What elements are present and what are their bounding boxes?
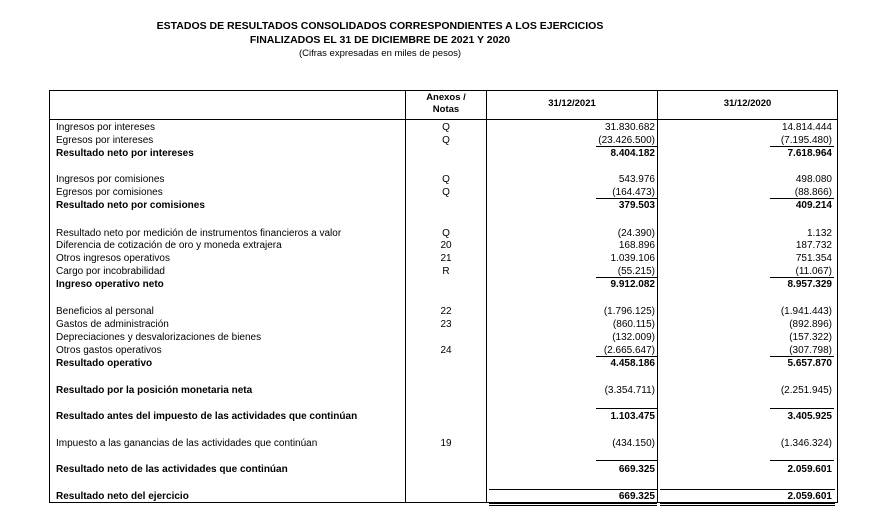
total-double-rule bbox=[489, 503, 657, 504]
total-double-rule bbox=[489, 505, 657, 506]
table-row-subtotal: Resultado neto por comisiones 379.503 409.214 bbox=[56, 200, 832, 211]
table-row: Impuesto a las ganancias de las actividades que continúan 19 (434.150) (1.346.324) bbox=[56, 438, 832, 449]
table-row-total: Resultado por la posición monetaria neta (3.354.711) (2.251.945) bbox=[56, 385, 832, 396]
subtotal-rule bbox=[596, 460, 657, 461]
table-row: Depreciaciones y desvalorizaciones de bienes (132.009) (157.322) bbox=[56, 332, 832, 343]
report-title-line2: FINALIZADOS EL 31 DE DICIEMBRE DE 2021 Y 2020 bbox=[249, 34, 511, 46]
table-row: Egresos por comisiones Q (164.473) (88.866) bbox=[56, 187, 832, 198]
table-row-subtotal: Ingreso operativo neto 9.912.082 8.957.329 bbox=[56, 279, 832, 290]
total-double-rule bbox=[660, 503, 835, 504]
table-row: Gastos de administración 23 (860.115) (892.896) bbox=[56, 319, 832, 330]
table-row: Cargo por incobrabilidad R (55.215) (11.067) bbox=[56, 266, 832, 277]
notes-column-header: Anexos / Notas bbox=[426, 92, 466, 115]
table-row-grand-total: Resultado neto del ejercicio 669.325 2.059.601 bbox=[56, 491, 832, 502]
subtotal-rule bbox=[770, 460, 834, 461]
table-row-total: Resultado antes del impuesto de las actividades que continúan 1.103.475 3.405.925 bbox=[56, 411, 832, 422]
year-2021-header: 31/12/2021 bbox=[548, 98, 596, 109]
report-title-line1: ESTADOS DE RESULTADOS CONSOLIDADOS CORRESPONDIENTES A LOS EJERCICIOS bbox=[156, 20, 604, 32]
table-row-subtotal: Resultado operativo 4.458.186 5.657.870 bbox=[56, 358, 832, 369]
table-row-total: Resultado neto de las actividades que continúan 669.325 2.059.601 bbox=[56, 464, 832, 475]
table-row: Egresos por intereses Q (23.426.500) (7.195.480) bbox=[56, 135, 832, 146]
header-divider bbox=[49, 119, 838, 120]
year-2020-header: 31/12/2020 bbox=[723, 98, 772, 109]
subtotal-rule bbox=[596, 408, 657, 409]
table-row: Diferencia de cotización de oro y moneda extrajera 20 168.896 187.732 bbox=[56, 240, 832, 251]
report-subtitle: (Cifras expresadas en miles de pesos) bbox=[298, 48, 462, 59]
table-row-subtotal: Resultado neto por intereses 8.404.182 7.618.964 bbox=[56, 148, 832, 159]
total-double-rule bbox=[660, 505, 835, 506]
table-row: Ingresos por comisiones Q 543.976 498.080 bbox=[56, 174, 832, 185]
table-row: Resultado neto por medición de instrumentos financieros a valor Q (24.390) 1.132 bbox=[56, 228, 832, 239]
table-row: Beneficios al personal 22 (1.796.125) (1.941.443) bbox=[56, 306, 832, 317]
table-row: Otros ingresos operativos 21 1.039.106 751.354 bbox=[56, 253, 832, 264]
subtotal-rule bbox=[770, 408, 834, 409]
table-row: Ingresos por intereses Q 31.830.682 14.814.444 bbox=[56, 122, 832, 133]
table-row: Otros gastos operativos 24 (2.665.647) (307.798) bbox=[56, 345, 832, 356]
